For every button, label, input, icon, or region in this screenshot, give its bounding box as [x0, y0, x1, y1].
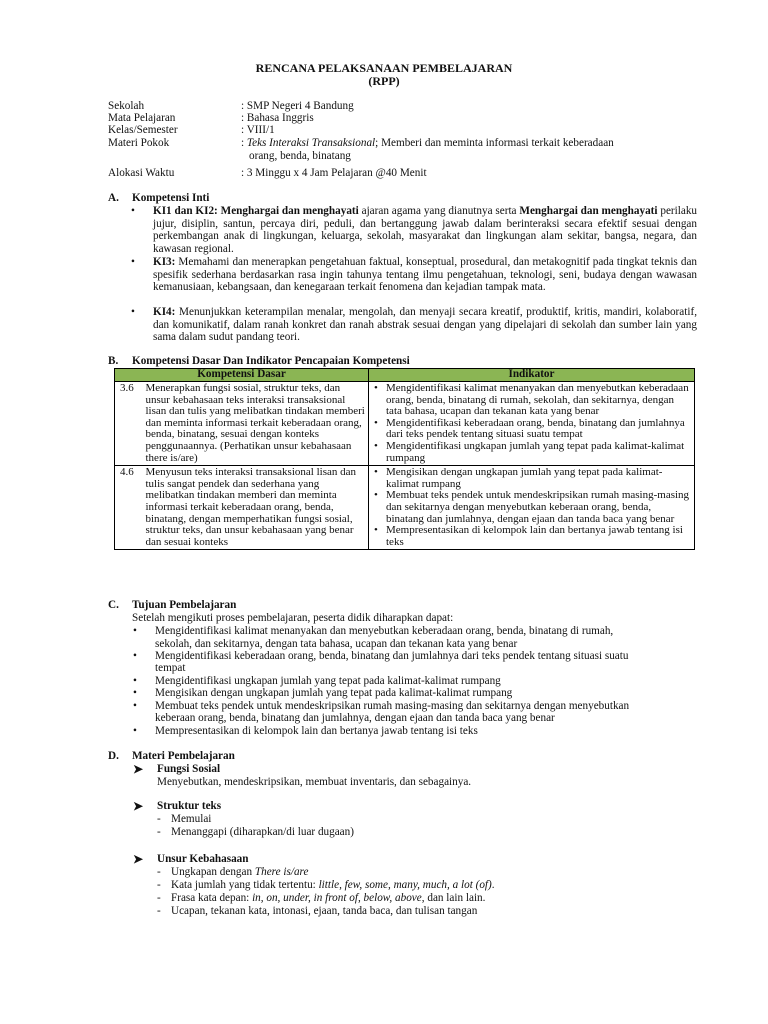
bullet-icon: •: [131, 306, 135, 318]
section-title: Tujuan Pembelajaran: [132, 599, 237, 611]
materi-struktur-teks: [133, 799, 222, 814]
info-value-rest: ; Memberi dan meminta informasi terkait keberadaan: [375, 137, 614, 149]
ki-text: Menunjukkan keterampilan menalar, mengolah, dan menyaji secara kreatif, produktif, kritis, mandiri, kolaboratif, dan komunikatif, dalam ranah konkret dan ranah abstrak sesuai dengan yang dipelajari di sekolah dan sumber lain yang sama dalam sudut pandang teori.: [153, 306, 697, 344]
tujuan-line: sekolah, dan sekitarnya, dengan tata bahasa, ucapan dan tekanan kata yang benar: [155, 638, 518, 650]
indikator-item: • Mengisikan dengan ungkapan jumlah yang tepat pada kalimat-kalimat rumpang: [386, 467, 691, 490]
table-header-row: [115, 369, 695, 382]
section-a-heading: [108, 192, 209, 205]
info-label: Materi Pokok: [108, 137, 170, 149]
info-value: : Teks Interaksi Transaksional; Memberi dan meminta informasi terkait keberadaan: [241, 137, 614, 149]
document-page: RENCANA PELAKSANAAN PEMBELAJARAN (RPP) Sekolah : SMP Negeri 4 Bandung Mata Pelajaran : Bahasa Inggris Kelas/Semester : VIII/1 Materi Pokok : Teks Interaksi Transaksional; Memberi dan meminta informasi terkait keberadaan orang, benda, binatang Alokasi Waktu : 3 Minggu x 4 Jam Pelajaran @40 Menit A. Kompetensi Inti • KI1 dan KI2: Menghargai dan menghayati ajaran agama yang dianutnya serta Menghargai dan menghayati perilaku jujur, disiplin, santun, percaya diri, peduli, dan bertanggung jawab dalam berinteraksi secara efektif sesuai dengan perkembangan anak di lingkungan, keluarga, sekolah, masyarakat dan lingkungan alam sekitar, bangsa, negara, dan kawasan regional. • KI3: Memahami dan menerapkan pengetahuan faktual, konseptual, prosedural, dan metakognitif pada tingkat teknis dan spesifik sederhana berdasarkan rasa ingin tahunya tentang ilmu pengetahuan, teknologi, seni, budaya dengan wawasan kemanusiaan, kebangsaan, dan kenegaraan terkait fenomena dan kejadian tampak mata. • KI4: Menunjukkan keterampilan menalar, mengolah, dan menyaji secara kreatif, produktif, kritis, mandiri, kolaboratif, dan komunikatif, dalam ranah konkret dan ranah abstrak sesuai dengan yang dipelajari di sekolah dan sumber lain yang sama dalam sudut pandang teori. B. Kompetensi Dasar Dan Indikator Pencapaian Kompetensi Kompetensi Dasar Indikator 3.6 Menerapkan fungsi sosial, struktur teks, dan unsur kebahasaan teks interaksi transaksional lisan dan tulis yang melibatkan tindakan memberi dan meminta informasi terkait keberadaan orang, benda, binatang, sesuai dengan konteks penggunaannya. (Perhatikan unsur kebahasaan there is/are) • Mengidentifikasi kalimat menanyakan dan menyebutkan keberadaan orang, benda, binatang di rumah, sekolah, dan sekitarnya, dengan tata bahasa, ucapan dan tekanan kata yang benar • Mengidentifikasi keberadaan orang, benda, binatang dan jumlahnya dari teks pendek tentang situasi suatu tempat • Mengidentifikasi ungkapan jumlah yang tepat pada kalimat-kalimat rumpang 4.6 Menyusun teks interaksi transaksional lisan dan tulis sangat pendek dan sederhana yang melibatkan tindakan memberi dan meminta informasi terkait keberadaan orang, benda, binatang, dengan memperhatikan fungsi sosial, struktur teks, dan unsur kebahasaan yang benar dan sesuai konteks • Mengisikan dengan ungkapan jumlah yang tepat pada kalimat-kalimat rumpang • Membuat teks pendek untuk mendeskripsikan rumah masing-masing dan sekitarnya dengan menyebutkan keberaan orang, benda, binatang dan jumlahnya, dengan ejaan dan tanda baca yang benar • Mempresentasikan di kelompok lain dan bertanya jawab tentang isi teks C. Tujuan Pembelajaran Setelah mengikuti proses pembelajaran, peserta didik diharapkan dapat: • Mengidentifikasi kalimat menanyakan dan menyebutkan keberadaan orang, benda, binatang di rumah, sekolah, dan sekitarnya, dengan tata bahasa, ucapan dan tekanan kata yang benar • Mengidentifikasi keberadaan orang, benda, binatang dan jumlahnya dari teks pendek tentang situasi suatu tempat • Mengidentifikasi ungkapan jumlah yang tepat pada kalimat-kalimat rumpang • Mengisikan dengan ungkapan jumlah yang tepat pada kalimat-kalimat rumpang • Membuat teks pendek untuk mendeskripsikan rumah masing-masing dan sekitarnya dengan menyebutkan keberaan orang, benda, binatang dan jumlahnya, dengan ejaan dan tanda baca yang benar • Mempresentasikan di kelompok lain dan bertanya jawab tentang isi teks D. Materi Pembelajaran ➤ Fungsi Sosial Menyebutkan, mendeskripsikan, membuat inventaris, dan sebagainya. ➤ Struktur teks - Memulai - Menanggapi (diharapkan/di luar dugaan) ➤ Unsur Kebahasaan - Ungkapan dengan There is/are - Kata jumlah yang tidak tertentu: little, few, some, many, much, a lot (of). - Frasa kata depan: in, on, under, in front of, below, above, dan lain lain. - Ucapan, tekanan kata, intonasi, ejaan, tanda baca, dan tulisan tangan: [0, 0, 768, 1024]
info-value: : SMP Negeri 4 Bandung: [241, 100, 354, 112]
info-value-line2: orang, benda, binatang: [249, 150, 351, 162]
info-value-italic: Teks Interaksi Transaksional: [246, 137, 376, 149]
tujuan-line: Membuat teks pendek untuk mendeskripsikan rumah masing-masing dan sekitarnya dengan menyebutkan: [155, 700, 630, 712]
bullet-icon: •: [133, 687, 137, 699]
indikator-item: • Mengidentifikasi ungkapan jumlah yang tepat pada kalimat-kalimat rumpang: [386, 441, 691, 464]
arrow-bullet-icon: ➤: [133, 852, 144, 866]
tujuan-intro: Setelah mengikuti proses pembelajaran, peserta didik diharapkan dapat:: [132, 612, 454, 624]
ki-text: perilaku jujur, disiplin, santun, percaya diri, peduli, dan bertanggung jawab dalam berinteraksi secara efektif sesuai dengan perkembangan anak di lingkungan, keluarga, sekolah, masyarakat dan lingkungan alam sekitar, bangsa, negara, dan kawasan regional.: [153, 205, 698, 255]
kd-text: Menerapkan fungsi sosial, struktur teks, dan unsur kebahasaan teks interaksi transaksional lisan dan tulis yang melibatkan tindakan memberi dan meminta informasi terkait keberadaan orang, benda, binatang, sesuai dengan konteks penggunaannya. (Perhatikan unsur kebahasaan there is/are): [143, 382, 369, 466]
section-title: Kompetensi Inti: [132, 192, 210, 204]
ki-label: KI4:: [153, 306, 176, 318]
materi-subtitle: Struktur teks: [157, 800, 222, 812]
kd-text: Menyusun teks interaksi transaksional lisan dan tulis sangat pendek dan sederhana yang melibatkan tindakan memberi dan meminta informasi terkait keberadaan orang, benda, binatang, dengan memperhatikan fungsi sosial, struktur teks, dan unsur kebahasaan yang benar dan sesuai konteks: [143, 466, 369, 550]
kd-number: 4.6: [115, 466, 143, 550]
kd-number: 3.6: [115, 382, 143, 466]
bullet-icon: •: [131, 205, 135, 217]
info-value: : 3 Minggu x 4 Jam Pelajaran @40 Menit: [241, 167, 427, 179]
ki-label: KI1 dan KI2:: [153, 205, 218, 217]
arrow-bullet-icon: ➤: [133, 799, 144, 813]
tujuan-line: Mengidentifikasi ungkapan jumlah yang tepat pada kalimat-kalimat rumpang: [155, 675, 501, 687]
ki-bold: Menghargai dan menghayati: [220, 205, 359, 217]
info-value: : Bahasa Inggris: [241, 112, 314, 124]
section-letter: A.: [108, 192, 119, 204]
section-title: Kompetensi Dasar Dan Indikator Pencapaian Kompetensi: [132, 355, 410, 367]
ki-label: KI3:: [153, 256, 176, 268]
section-d-heading: [108, 750, 235, 763]
indikator-cell: [369, 382, 695, 466]
tujuan-line: Mengisikan dengan ungkapan jumlah yang tepat pada kalimat-kalimat rumpang: [155, 687, 513, 699]
indikator-item: • Mengidentifikasi kalimat menanyakan dan menyebutkan keberadaan orang, benda, binatang di rumah, sekolah, dan sekitarnya, dengan tata bahasa, ucapan dan tekanan kata yang benar: [386, 383, 691, 418]
bullet-icon: •: [133, 625, 137, 637]
bullet-icon: •: [133, 675, 137, 687]
tujuan-line: tempat: [155, 662, 186, 674]
tujuan-line: Mengidentifikasi kalimat menanyakan dan menyebutkan keberadaan orang, benda, binatang di rumah,: [155, 625, 614, 637]
section-letter: B.: [108, 355, 119, 367]
materi-unsur-kebahasaan: [133, 852, 249, 867]
tujuan-line: Mengidentifikasi keberadaan orang, benda, binatang dan jumlahnya dari teks pendek tentang situasi suatu: [155, 650, 629, 662]
bullet-icon: •: [131, 256, 135, 268]
tujuan-line: keberaan orang, benda, binatang dan jumlahnya, dengan ejaan dan tanda baca yang benar: [155, 712, 555, 724]
arrow-bullet-icon: ➤: [133, 762, 144, 776]
document-title: RENCANA PELAKSANAAN PEMBELAJARAN: [255, 61, 513, 75]
section-b-heading: [108, 355, 410, 368]
materi-fungsi-text: Menyebutkan, mendeskripsikan, membuat inventaris, dan sebagainya.: [157, 776, 472, 788]
table-row: [115, 382, 695, 466]
materi-subtitle: Fungsi Sosial: [157, 763, 221, 775]
info-label: Alokasi Waktu: [108, 167, 175, 179]
section-c-heading: [108, 599, 236, 612]
bullet-icon: •: [133, 650, 137, 662]
document-subtitle: (RPP): [368, 74, 400, 88]
table-header-kd: Kompetensi Dasar: [115, 369, 369, 382]
indikator-item: • Membuat teks pendek untuk mendeskripsikan rumah masing-masing dan sekitarnya dengan menyebutkan keberaan orang, benda, binatang dan jumlahnya, dengan ejaan dan tanda baca yang benar: [386, 490, 691, 525]
info-label: Mata Pelajaran: [108, 112, 176, 124]
info-label: Sekolah: [108, 100, 145, 112]
bullet-icon: •: [133, 725, 137, 737]
kd-indikator-table: [114, 368, 695, 550]
indikator-item: • Mengidentifikasi keberadaan orang, benda, binatang dan jumlahnya dari teks pendek tentang situasi suatu tempat: [386, 418, 691, 441]
ki-bold: Menghargai dan menghayati: [519, 205, 658, 217]
materi-fungsi-sosial: [133, 762, 221, 777]
tujuan-line: Mempresentasikan di kelompok lain dan bertanya jawab tentang isi teks: [155, 725, 478, 737]
section-letter: C.: [108, 599, 119, 611]
ki-text: Memahami dan menerapkan pengetahuan faktual, konseptual, prosedural, dan metakognitif pada tingkat teknis dan spesifik sederhana berdasarkan rasa ingin tahunya tentang ilmu pengetahuan, teknologi, seni, budaya dengan wawasan kemanusiaan, kebangsaan, dan kenegaraan terkait fenomena dan kejadian tampak mata.: [153, 256, 697, 294]
info-value: : VIII/1: [241, 124, 275, 136]
info-label: Kelas/Semester: [108, 124, 178, 136]
indikator-cell: [369, 466, 695, 550]
table-header-indikator: Indikator: [369, 369, 695, 382]
materi-subtitle: Unsur Kebahasaan: [157, 853, 249, 865]
table-row: [115, 466, 695, 550]
ki-text: ajaran agama yang dianutnya serta: [358, 205, 520, 217]
section-letter: D.: [108, 750, 119, 762]
indikator-item: • Mempresentasikan di kelompok lain dan bertanya jawab tentang isi teks: [386, 525, 691, 548]
bullet-icon: •: [133, 700, 137, 712]
section-title: Materi Pembelajaran: [132, 750, 235, 762]
